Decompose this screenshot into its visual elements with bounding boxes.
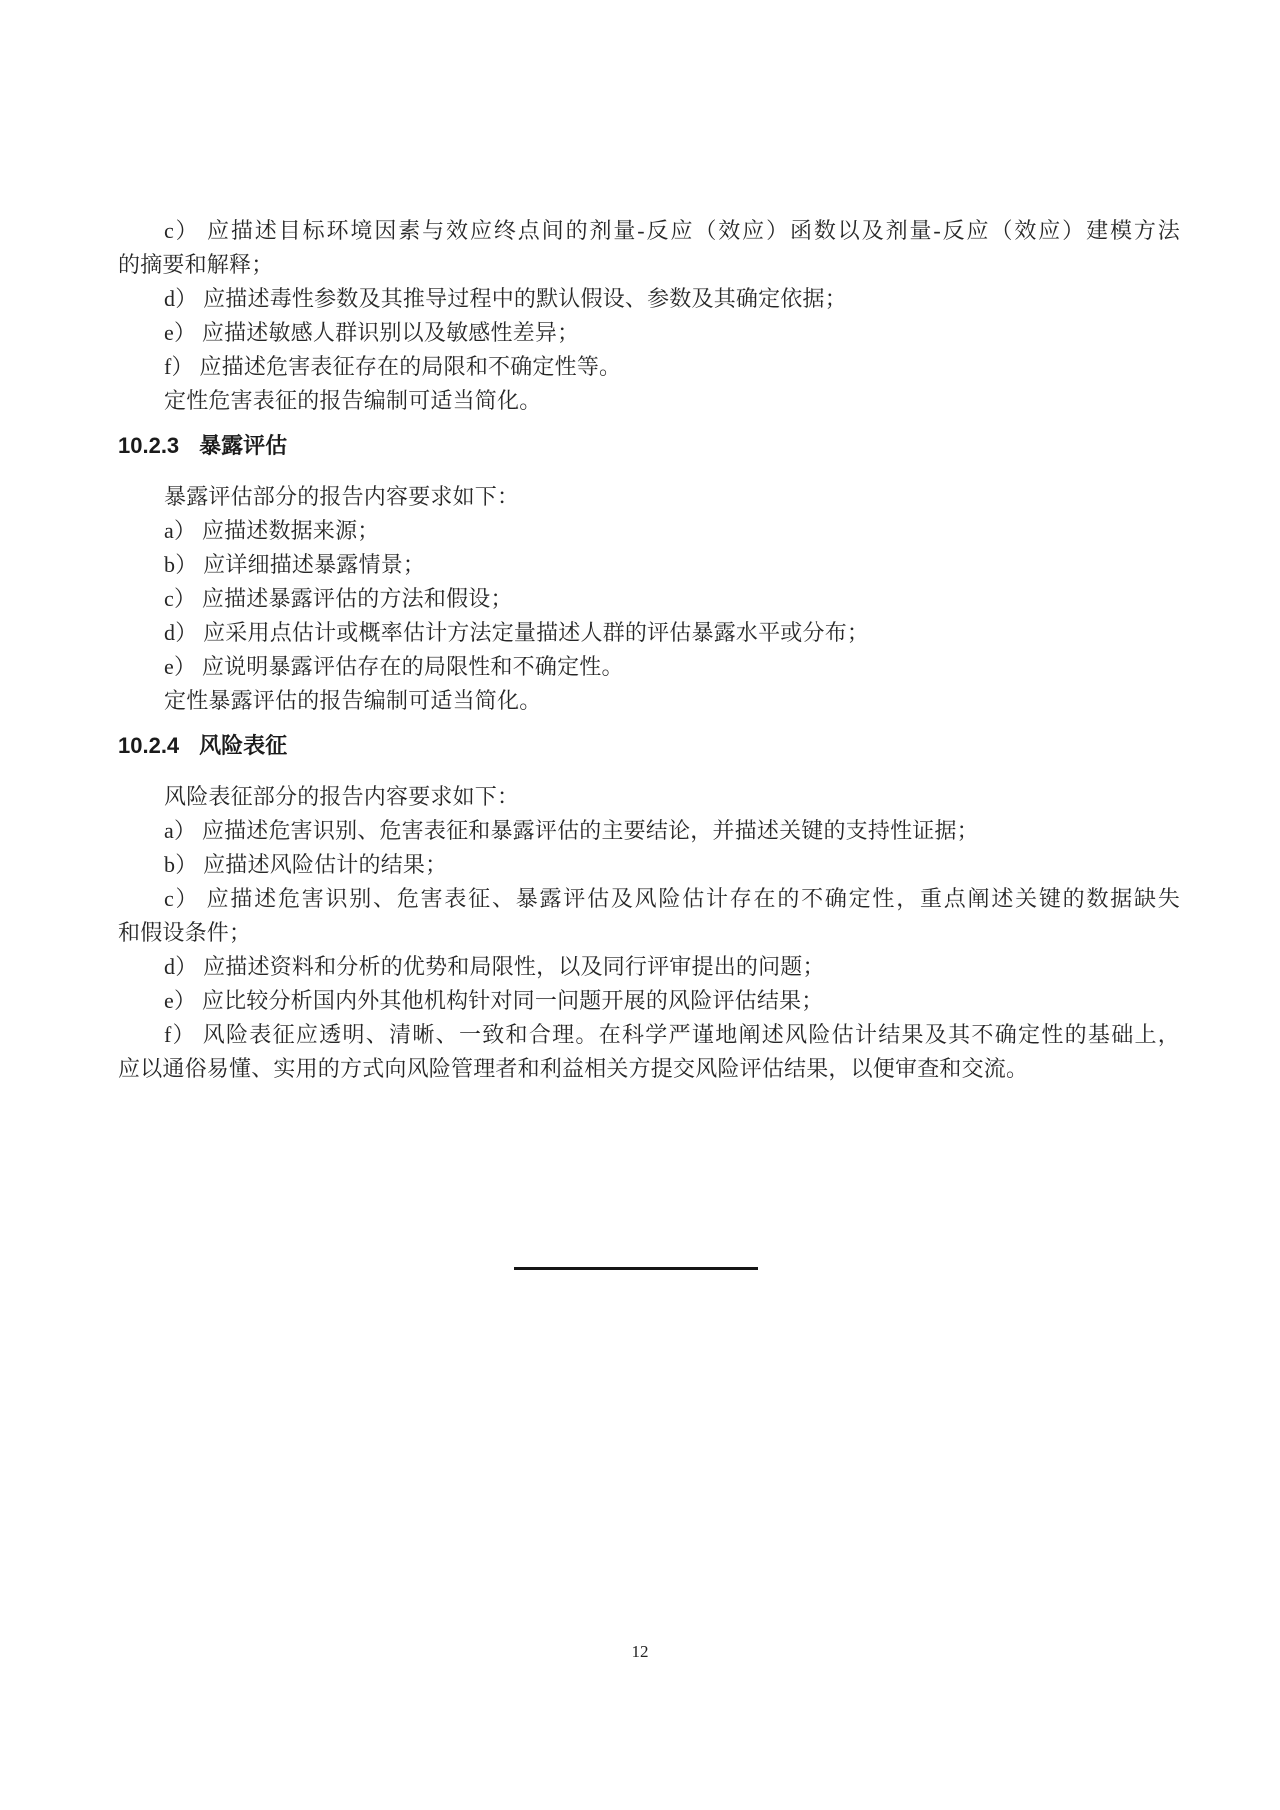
body-line: 暴露评估部分的报告内容要求如下： — [164, 484, 520, 509]
end-of-text-divider — [514, 1267, 758, 1270]
body-line: e） 应比较分析国内外其他机构针对同一问题开展的风险评估结果； — [164, 988, 824, 1013]
body-line: e） 应说明暴露评估存在的局限性和不确定性。 — [164, 654, 624, 679]
body-line: d） 应描述资料和分析的优势和局限性，以及同行评审提出的问题； — [164, 954, 825, 979]
body-line: 风险表征部分的报告内容要求如下： — [164, 784, 520, 809]
body-line: c） 应描述暴露评估的方法和假设； — [164, 586, 513, 611]
body-line: 应以通俗易懂、实用的方式向风险管理者和利益相关方提交风险评估结果，以便审查和交流。 — [118, 1056, 1029, 1081]
body-line: f） 风险表征应透明、清晰、一致和合理。在科学严谨地阐述风险估计结果及其不确定性的基础上， — [164, 1022, 1180, 1047]
body-line: b） 应详细描述暴露情景； — [164, 552, 426, 577]
section-title: 暴露评估 — [199, 433, 288, 458]
body-line: a） 应描述数据来源； — [164, 518, 380, 543]
body-line: f） 应描述危害表征存在的局限和不确定性等。 — [164, 354, 622, 379]
section-number: 10.2.4 — [118, 733, 180, 758]
section-number: 10.2.3 — [118, 433, 180, 458]
body-line: d） 应采用点估计或概率估计方法定量描述人群的评估暴露水平或分布； — [164, 620, 870, 645]
body-line: 的摘要和解释； — [118, 252, 274, 277]
section-heading-10-2-3 — [118, 429, 1180, 463]
body-line: e） 应描述敏感人群识别以及敏感性差异； — [164, 320, 580, 345]
section-title: 风险表征 — [199, 733, 288, 758]
body-line: b） 应描述风险估计的结果； — [164, 852, 448, 877]
body-line: 定性暴露评估的报告编制可适当简化。 — [164, 688, 542, 713]
body-line: 定性危害表征的报告编制可适当简化。 — [164, 388, 542, 413]
body-line: 和假设条件； — [118, 920, 252, 945]
body-line: c） 应描述目标环境因素与效应终点间的剂量-反应（效应）函数以及剂量-反应（效应）建模方法 — [164, 218, 1180, 243]
page-number: 12 — [631, 1642, 649, 1661]
body-line: d） 应描述毒性参数及其推导过程中的默认假设、参数及其确定依据； — [164, 286, 847, 311]
body-line: c） 应描述危害识别、危害表征、暴露评估及风险估计存在的不确定性，重点阐述关键的数据缺失 — [164, 886, 1180, 911]
body-line: a） 应描述危害识别、危害表征和暴露评估的主要结论，并描述关键的支持性证据； — [164, 818, 979, 843]
section-heading-10-2-4 — [118, 729, 1180, 763]
document-body — [118, 214, 1180, 1270]
